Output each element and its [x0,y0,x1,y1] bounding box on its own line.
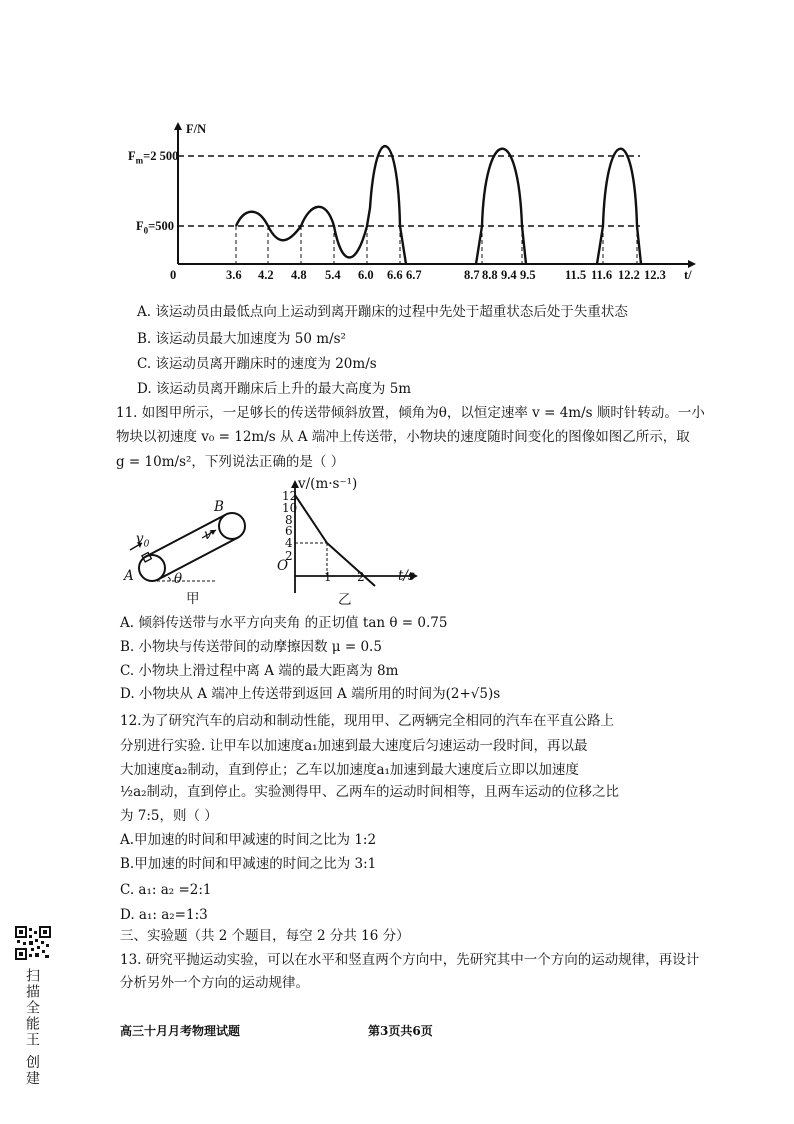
conveyor-label-theta: θ [174,571,183,587]
q12-stem-line2: 分别进行实验. 让甲车以加速度a₁加速到最大速度后匀速运动一段时间，再以最 [120,738,588,754]
vt-y-label: v/(m·s⁻¹) [298,476,358,492]
q12-stem-line4: ½a₂制动，直到停止。实验测得甲、乙两车的运动时间相等，且两车运动的位移之比 [120,784,620,800]
graph1-tick-9.5: 9.5 [520,268,536,282]
q10-option-c: C. 该运动员离开蹦床时的速度为 20m/s [137,356,377,372]
fm-letter: F [128,149,136,163]
graph1-tick-4.2: 4.2 [258,268,274,282]
graph1-tick-11.6: 11.6 [591,268,613,282]
conveyor-label-a: A [124,568,134,584]
q10-option-d: D. 该运动员离开蹦床后上升的最大高度为 5m [137,381,412,397]
q12-option-b: B.甲加速的时间和甲减速的时间之比为 3:1 [120,856,377,872]
q13-line1: 13. 研究平抛运动实验，可以在水平和竖直两个方向中，先研究其中一个方向的运动规律，再设计 [120,952,700,968]
q10-option-b: B. 该运动员最大加速度为 50 m/s² [137,331,346,347]
q10-option-a: A. 该运动员由最低点向上运动到离开蹦床的过程中先处于超重状态后处于失重状态 [137,304,628,320]
vt-x-tick-2: 2 [357,570,365,584]
vt-tick-10: 10 [282,501,298,515]
graph1-tick-6.7: 6.7 [406,268,422,282]
q12-option-c: C. a₁: a₂ =2:1 [120,882,212,898]
section-heading: 三、实验题（共 2 个题目，每空 2 分共 16 分） [120,928,410,944]
q12-stem-line1: 12.为了研究汽车的启动和制动性能，现用甲、乙两辆完全相同的汽车在平直公路上 [120,713,614,729]
vt-x-label: t/s [398,568,415,584]
qr-code [15,926,51,960]
graph1-tick-12.2: 12.2 [618,268,640,282]
graph1-tick-6.0: 6.0 [358,268,374,282]
graph1-tick-6.6: 6.6 [387,268,403,282]
vt-tick-2: 2 [285,549,293,563]
q11-stem-line1: 11. 如图甲所示，一足够长的传送带倾斜放置，倾角为θ，以恒定速率 v = 4m/s 顺时针转动。一小 [116,405,705,421]
v0-letter: v [136,531,144,547]
f0-letter: F [136,219,144,233]
graph1-tick-5.4: 5.4 [325,268,341,282]
graph1-tick-8.7: 8.7 [464,268,480,282]
q12-stem-line5: 为 7:5，则（ ） [120,808,218,824]
q11-option-d: D. 小物块从 A 端冲上传送带到返回 A 端所用的时间为(2+√5)s [120,686,501,702]
q12-option-d: D. a₁: a₂=1:3 [120,907,208,923]
fm-value: =2 500 [143,149,179,163]
vt-x-tick-1: 1 [324,570,332,584]
graph1-tick-3.6: 3.6 [226,268,242,282]
conveyor-label-v: v [204,527,212,543]
graph1-tick-12.3: 12.3 [644,268,666,282]
q11-option-a: A. 倾斜传送带与水平方向夹角 的正切值 tan θ = 0.75 [120,615,448,631]
graph1-fm-label [128,149,178,166]
graph1-y-axis-label: F/N [186,122,207,136]
graph1-tick-4.8: 4.8 [291,268,307,282]
q13-line2: 分析另外一个方向的运动规律。 [120,975,309,991]
vt-tick-12: 12 [282,489,298,503]
graph1-origin: 0 [170,268,177,282]
q12-option-a: A.甲加速的时间和甲减速的时间之比为 1:2 [120,832,377,848]
f0-subscript: 0 [143,225,149,236]
force-time-graph [140,118,700,288]
figure-jia-caption: 甲 [186,591,200,607]
vt-tick-6: 6 [285,524,293,538]
q11-option-b: B. 小物块与传送带间的动摩擦因数 μ = 0.5 [120,639,382,655]
v0-subscript: 0 [143,539,150,550]
fm-subscript: m [135,155,144,166]
footer-page-number: 第3页共6页 [368,1024,433,1038]
graph1-f0-label [136,219,174,236]
q11-stem-line3: g = 10m/s²，下列说法正确的是（ ） [116,454,345,470]
f0-value: =500 [148,219,175,233]
conveyor-label-b: B [214,499,224,515]
vt-origin: O [277,558,289,574]
vt-tick-8: 8 [285,513,293,527]
conveyor-label-v0 [136,533,149,550]
graph1-tick-11.5: 11.5 [565,268,587,282]
vt-tick-4: 4 [285,536,293,550]
scanner-watermark: 扫描全能王 创建 [24,968,40,1087]
q11-stem-line2: 物块以初速度 v₀ = 12m/s 从 A 端冲上传送带，小物块的速度随时间变化的图像如图乙所示，取 [116,429,690,445]
graph1-tick-9.4: 9.4 [501,268,517,282]
footer-exam-title: 高三十月月考物理试题 [120,1024,241,1038]
graph1-t-axis-label: t/ [684,268,692,282]
graph1-tick-8.8: 8.8 [482,268,498,282]
q12-stem-line3: 大加速度a₂制动，直到停止；乙车以加速度a₁加速到最大速度后立即以加速度 [120,762,579,778]
q11-option-c: C. 小物块上滑过程中离 A 端的最大距离为 8m [120,663,399,679]
figure-yi-caption: 乙 [338,592,352,608]
